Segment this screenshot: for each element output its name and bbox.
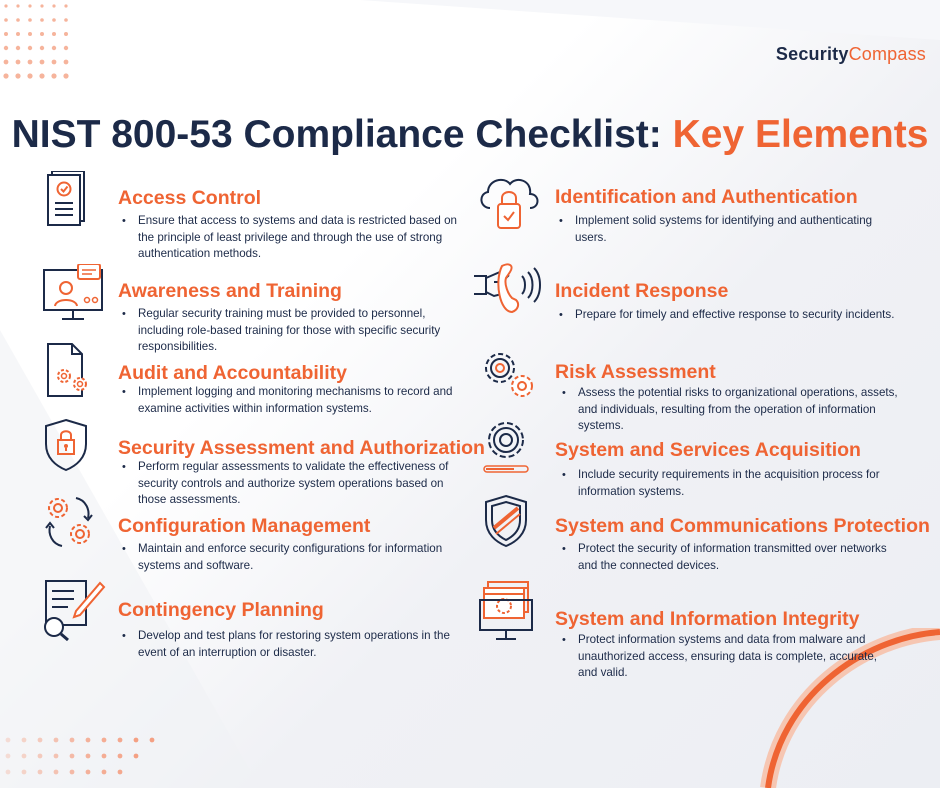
item-heading: Awareness and Training [118, 280, 342, 302]
item-heading: System and Communications Protection [555, 515, 930, 537]
monitor-user-chat-icon [42, 264, 106, 322]
item-description: • Include security requirements in the acquisition process for information systems. [558, 467, 898, 500]
item-description: • Perform regular assessments to validate the effectiveness of security controls and authorize system operations based on those assessments. [118, 459, 458, 509]
shield-icon [484, 494, 528, 548]
title-main: NIST 800-53 Compliance Checklist: [11, 113, 673, 156]
gears-cycle-icon [42, 492, 96, 550]
item-description: • Protect the security of information transmitted over networks and the connected devices. [558, 541, 898, 574]
item-description: • Regular security training must be provided to personnel, including role-based training for those with specific security responsibilities. [118, 306, 458, 356]
item-description: • Protect information systems and data from malware and unauthorized access, ensuring data is complete, accurate, and valid. [558, 632, 888, 682]
monitor-windows-gear-icon [478, 580, 534, 642]
item-heading: System and Information Integrity [555, 608, 860, 630]
title-accent: Key Elements [672, 113, 929, 156]
brand-part-compass: Compass [848, 44, 926, 64]
checklist-document-icon [44, 171, 88, 229]
document-pen-magnifier-icon [40, 577, 106, 641]
item-heading: Access Control [118, 187, 262, 209]
item-heading: System and Services Acquisition [555, 439, 861, 461]
item-heading: Configuration Management [118, 515, 371, 537]
shield-lock-icon [44, 418, 88, 472]
item-heading: Incident Response [555, 280, 729, 302]
item-heading: Security Assessment and Authorization [118, 437, 485, 459]
brand-logo [776, 44, 926, 65]
decorative-dots-top-left [0, 0, 75, 95]
item-heading: Contingency Planning [118, 599, 324, 621]
item-description: • Ensure that access to systems and data is restricted based on the principle of least privilege and through the use of strong authentication methods. [118, 213, 458, 263]
document-gears-icon [44, 342, 92, 398]
brand-part-security: Security [775, 44, 849, 64]
hand-phone-icon [472, 260, 542, 316]
item-description: • Implement solid systems for identifying and authenticating users. [555, 213, 895, 246]
item-description: • Prepare for timely and effective response to security incidents. [555, 307, 895, 324]
item-description: • Develop and test plans for restoring system operations in the event of an interruption or disaster. [118, 628, 458, 661]
item-heading: Risk Assessment [555, 361, 716, 383]
page-title [0, 113, 940, 157]
decorative-dots-bottom-left [0, 732, 160, 788]
item-description: • Assess the potential risks to organizational operations, assets, and individuals, resulting from the operation of information systems. [558, 385, 898, 435]
item-heading: Identification and Authentication [555, 186, 858, 208]
cloud-lock-icon [476, 172, 542, 232]
gear-progress-icon [482, 420, 532, 476]
item-description: • Implement logging and monitoring mechanisms to record and examine activities within information systems. [118, 384, 458, 417]
item-heading: Audit and Accountability [118, 362, 347, 384]
gears-icon [480, 350, 536, 400]
item-description: • Maintain and enforce security configurations for information systems and software. [118, 541, 458, 574]
